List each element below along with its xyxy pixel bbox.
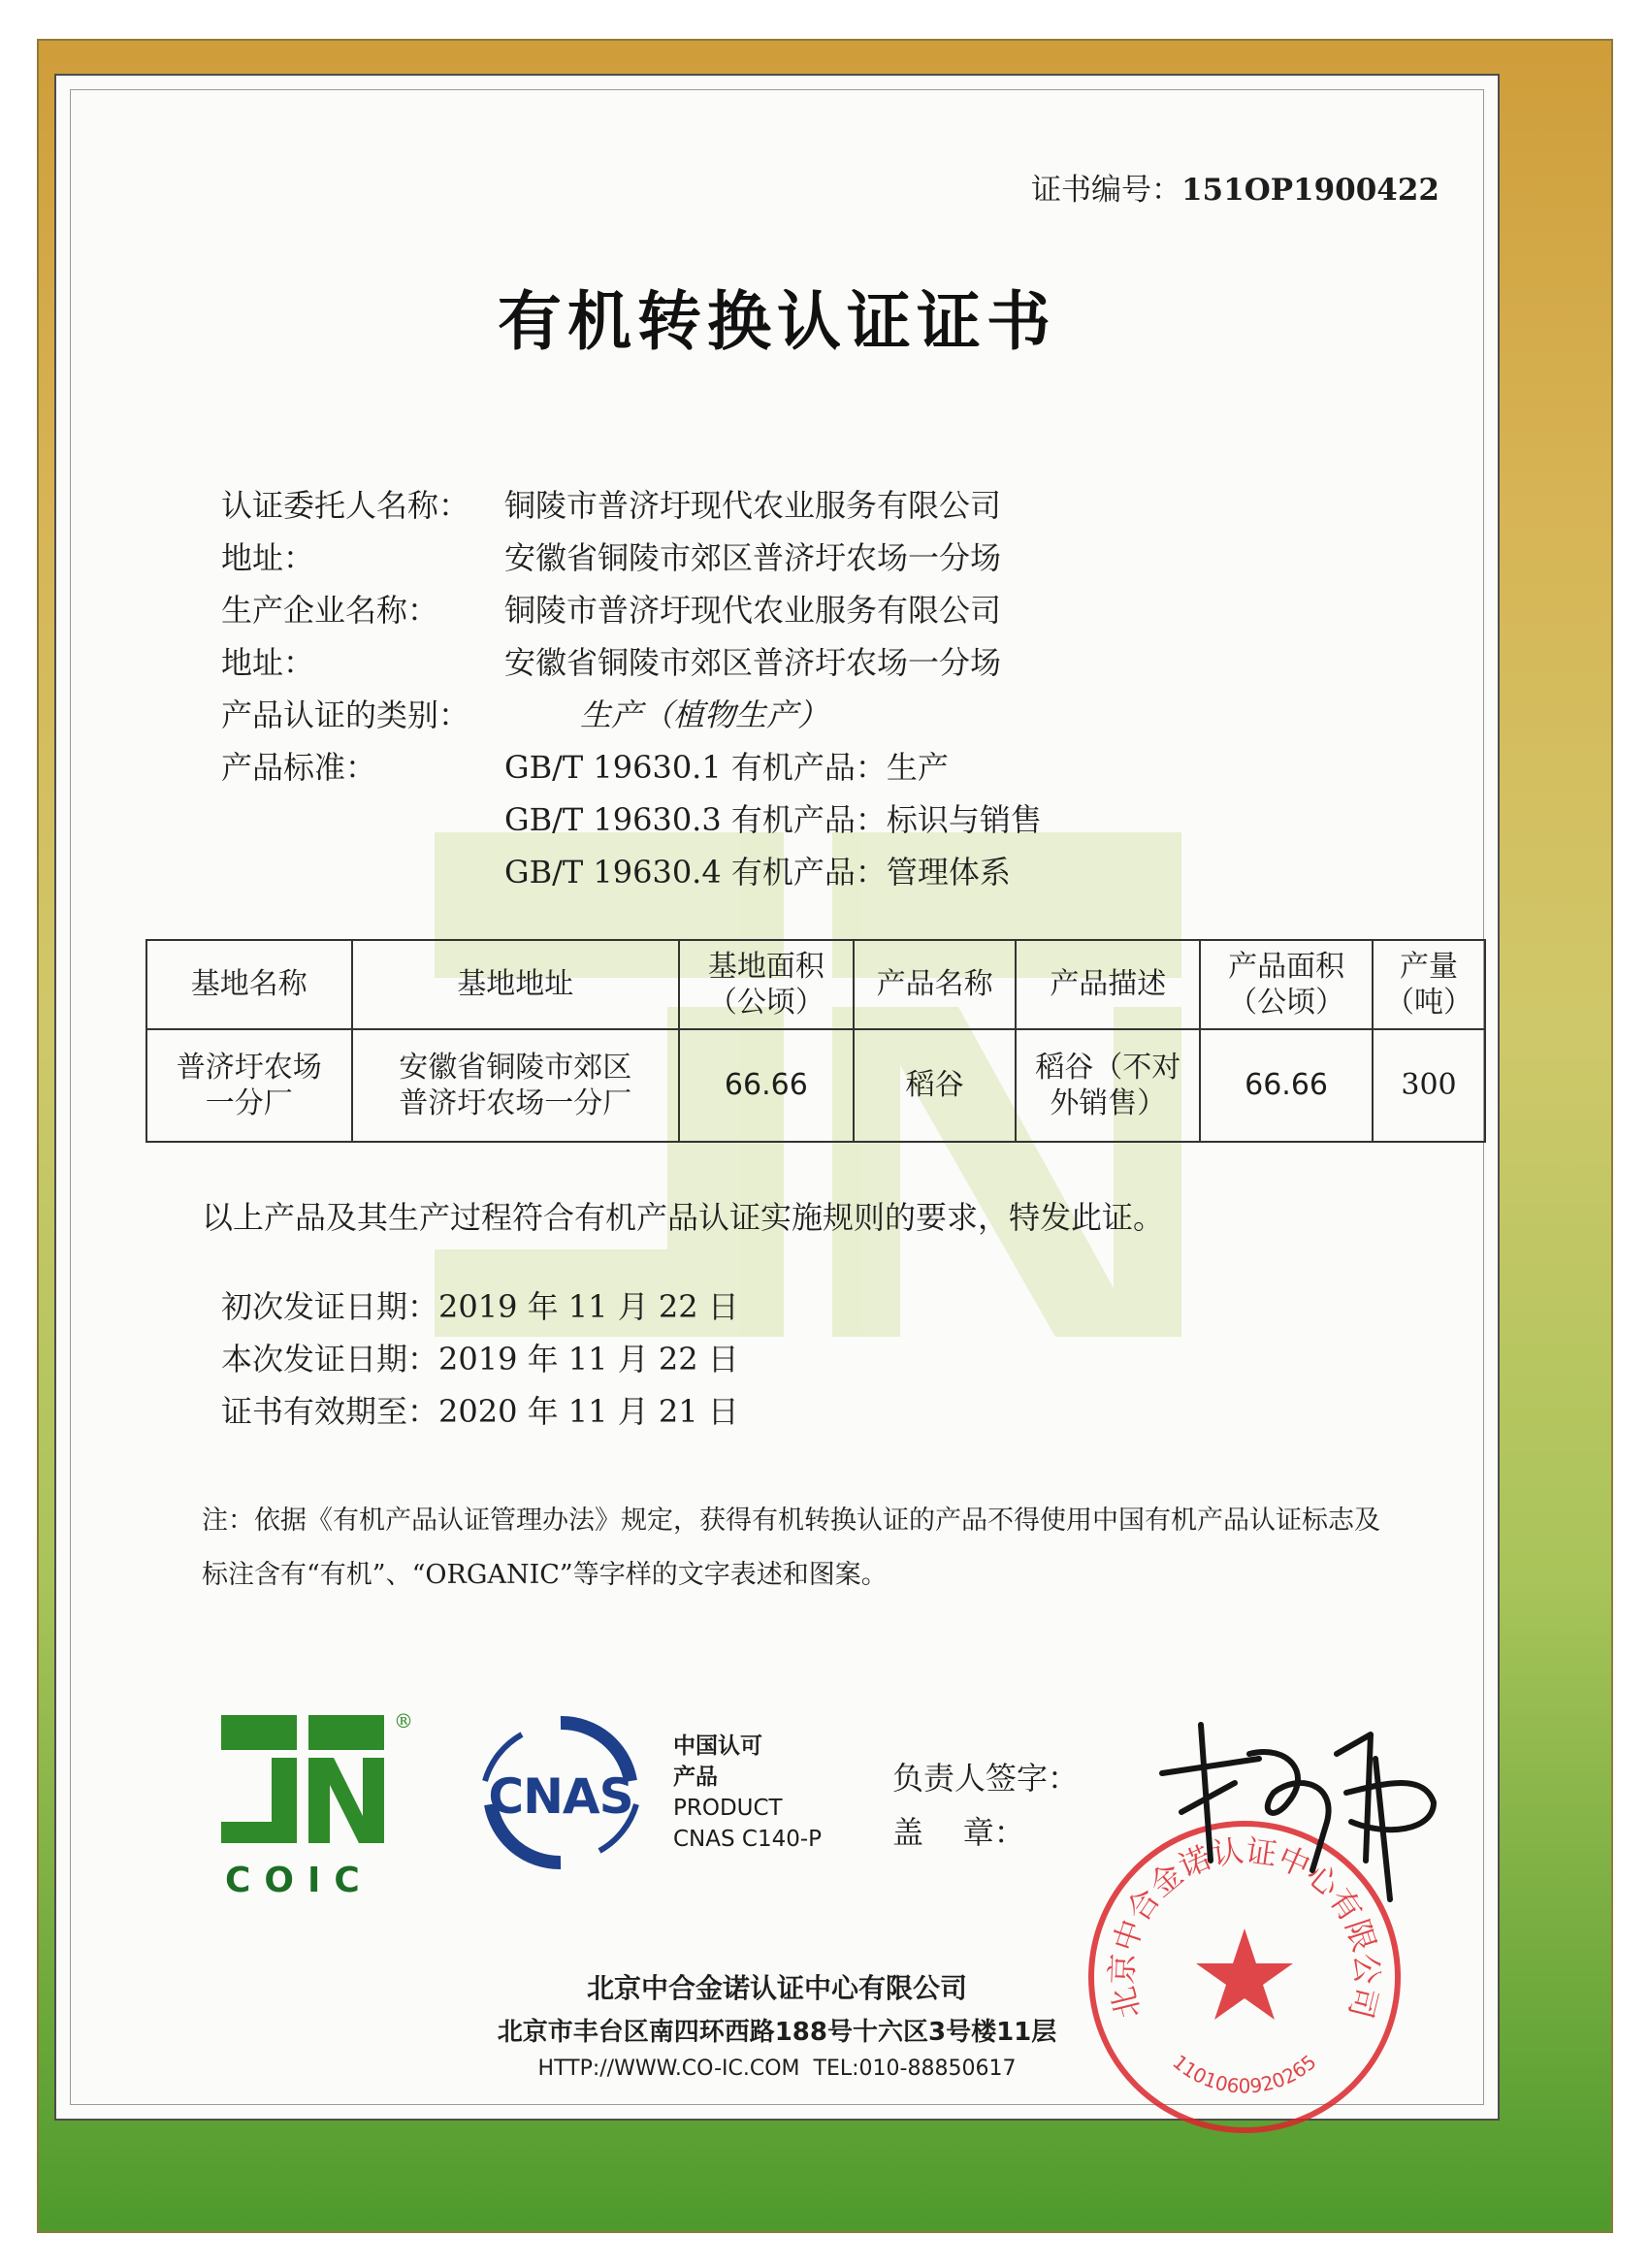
- current-issue-date-value: 2019 年 11 月 22 日: [438, 1341, 739, 1377]
- current-issue-date-label: 本次发证日期：: [221, 1341, 439, 1377]
- client-name-label: 认证委托人名称：: [221, 487, 470, 524]
- certificate-number: 151OP1900422: [1180, 173, 1439, 208]
- table-header-cell: 产品描述: [1016, 940, 1200, 1029]
- producer-name-label: 生产企业名称：: [221, 592, 439, 629]
- valid-until-date-label: 证书有效期至：: [221, 1393, 439, 1430]
- table-header-row: [146, 940, 1485, 1029]
- certificate-number-line: [1031, 165, 1439, 209]
- table-cell: 稻谷（不对 外销售）: [1016, 1029, 1200, 1142]
- table-cell: 安徽省铜陵市郊区 普济圩农场一分厂: [352, 1029, 679, 1142]
- first-issue-date-value: 2019 年 11 月 22 日: [438, 1288, 739, 1325]
- first-issue-date-row: [221, 1282, 739, 1327]
- table-row: [146, 1029, 1485, 1142]
- cnas-caption-line: 中国认可: [673, 1733, 762, 1759]
- producer-name-value: 铜陵市普济圩现代农业服务有限公司: [504, 592, 1002, 629]
- client-name-value: 铜陵市普济圩现代农业服务有限公司: [504, 487, 1002, 524]
- producer-address-label: 地址：: [221, 644, 315, 681]
- coic-mark-icon: [221, 1715, 386, 1851]
- table-cell: 稻谷: [854, 1029, 1017, 1142]
- seal-label: 盖 章：: [892, 1814, 1025, 1851]
- cnas-text: CNAS: [488, 1768, 633, 1825]
- certificate-note: 注：依据《有机产品认证管理办法》规定，获得有机转换认证的产品不得使用中国有机产品认证标志及标注含有“有机”、“ORGANIC”等字样的文字表述和图案。: [202, 1506, 1380, 1590]
- cnas-caption-line: PRODUCT: [673, 1796, 783, 1821]
- table-header-cell: 基地面积 （公顷）: [679, 940, 854, 1029]
- client-address-label: 地址：: [221, 539, 315, 576]
- first-issue-date-label: 初次发证日期：: [221, 1288, 439, 1325]
- standard-value-3: GB/T 19630.3 有机产品：标识与销售: [504, 801, 1042, 838]
- signer-label: 负责人签字：: [892, 1760, 1080, 1797]
- standard-value-1: GB/T 19630.1 有机产品：生产: [504, 749, 949, 786]
- table-header-cell: 基地地址: [352, 940, 679, 1029]
- cnas-caption: [673, 1731, 822, 1855]
- issuer-address: 北京市丰台区南四环西路188号十六区3号楼11层: [497, 2018, 1057, 2047]
- seal-number: 1101060920265: [1168, 2050, 1321, 2098]
- standard-value-4: GB/T 19630.4 有机产品：管理体系: [504, 854, 1011, 891]
- handwritten-signature-icon: [1143, 1715, 1453, 1909]
- certificate-number-label: 证书编号：: [1030, 173, 1181, 208]
- issuer-contact: HTTP://WWW.CO-IC.COM TEL:010-88850617: [537, 2057, 1017, 2081]
- valid-until-date-row: [221, 1387, 739, 1432]
- coic-logo: [221, 1709, 415, 1900]
- current-issue-date-row: [221, 1335, 739, 1379]
- certificate-title: 有机转换认证证书: [498, 284, 1056, 359]
- table-cell: 66.66: [679, 1029, 854, 1142]
- producer-address-value: 安徽省铜陵市郊区普济圩农场一分场: [504, 644, 1002, 681]
- standard-label: 产品标准：: [221, 749, 377, 786]
- table-header-cell: 基地名称: [146, 940, 352, 1029]
- cnas-caption-line: 产品: [673, 1765, 718, 1790]
- category-label: 产品认证的类别：: [221, 697, 470, 733]
- cnas-caption-line: CNAS C140-P: [673, 1827, 823, 1852]
- table-header-cell: 产量 （吨）: [1373, 940, 1485, 1029]
- table-header-cell: 产品面积 （公顷）: [1200, 940, 1373, 1029]
- table-cell: 300: [1373, 1029, 1485, 1142]
- coic-text: COIC: [225, 1861, 373, 1900]
- table-header-cell: 产品名称: [854, 940, 1017, 1029]
- table-cell: 普济圩农场 一分厂: [146, 1029, 352, 1142]
- registered-mark: ®: [394, 1709, 413, 1733]
- base-info-table: [146, 939, 1486, 1143]
- category-value: 生产（植物生产）: [580, 697, 829, 733]
- certificate-paper: [54, 74, 1500, 2121]
- valid-until-date-value: 2020 年 11 月 21 日: [438, 1393, 739, 1430]
- client-address-value: 安徽省铜陵市郊区普济圩农场一分场: [504, 539, 1002, 576]
- seal-text: 北京中合金诺认证中心有限公司: [1103, 1831, 1386, 2023]
- table-cell: 66.66: [1200, 1029, 1373, 1142]
- conformity-statement: 以上产品及其生产过程符合有机产品认证实施规则的要求，特发此证。: [202, 1199, 1165, 1236]
- issuer-company: 北京中合金诺认证中心有限公司: [586, 1972, 967, 2004]
